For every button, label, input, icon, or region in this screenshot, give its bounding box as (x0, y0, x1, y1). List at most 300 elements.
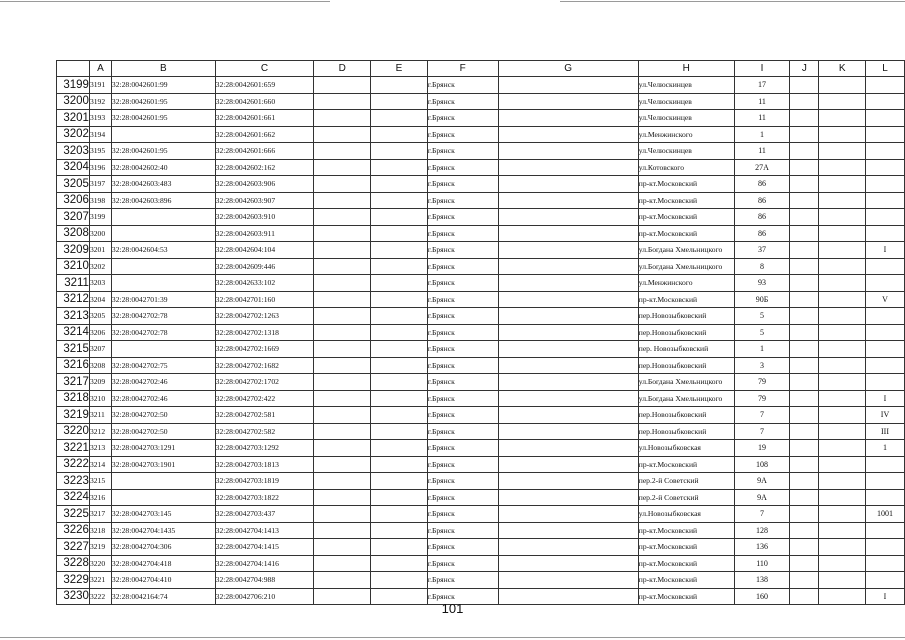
cell-k[interactable] (819, 291, 866, 308)
cell-j[interactable] (790, 77, 819, 94)
row-number[interactable]: 3223 (57, 473, 90, 490)
cell-g[interactable] (498, 555, 638, 572)
cell-c[interactable]: 32:28:0042603:911 (215, 225, 314, 242)
cell-h[interactable]: пер.2-й Советский (638, 473, 734, 490)
cell-k[interactable] (819, 555, 866, 572)
row-number[interactable]: 3230 (57, 588, 90, 605)
cell-k[interactable] (819, 159, 866, 176)
cell-l[interactable] (866, 77, 905, 94)
row-number[interactable]: 3219 (57, 407, 90, 424)
cell-f[interactable]: г.Брянск (427, 473, 498, 490)
cell-i[interactable]: 90Б (734, 291, 790, 308)
cell-c[interactable]: 32:28:0042706:210 (215, 588, 314, 605)
cell-f[interactable]: г.Брянск (427, 275, 498, 292)
cell-k[interactable] (819, 110, 866, 127)
cell-f[interactable]: г.Брянск (427, 407, 498, 424)
cell-h[interactable]: ул.Менжинского (638, 126, 734, 143)
row-number[interactable]: 3218 (57, 390, 90, 407)
cell-l[interactable] (866, 374, 905, 391)
cell-b[interactable]: 32:28:0042702:50 (111, 423, 215, 440)
cell-g[interactable] (498, 209, 638, 226)
cell-i[interactable]: 3 (734, 357, 790, 374)
cell-b[interactable]: 32:28:0042601:99 (111, 77, 215, 94)
cell-f[interactable]: г.Брянск (427, 110, 498, 127)
cell-e[interactable] (371, 159, 428, 176)
cell-k[interactable] (819, 506, 866, 523)
cell-d[interactable] (314, 423, 371, 440)
cell-b[interactable] (111, 126, 215, 143)
cell-b[interactable]: 32:28:0042604:53 (111, 242, 215, 259)
cell-g[interactable] (498, 374, 638, 391)
cell-d[interactable] (314, 555, 371, 572)
cell-l[interactable] (866, 539, 905, 556)
cell-i[interactable]: 79 (734, 390, 790, 407)
cell-d[interactable] (314, 291, 371, 308)
cell-c[interactable]: 32:28:0042601:666 (215, 143, 314, 160)
cell-k[interactable] (819, 456, 866, 473)
cell-g[interactable] (498, 423, 638, 440)
cell-b[interactable] (111, 489, 215, 506)
cell-a[interactable]: 3205 (89, 308, 111, 325)
cell-g[interactable] (498, 110, 638, 127)
cell-j[interactable] (790, 143, 819, 160)
cell-a[interactable]: 3214 (89, 456, 111, 473)
cell-d[interactable] (314, 539, 371, 556)
cell-g[interactable] (498, 93, 638, 110)
cell-j[interactable] (790, 110, 819, 127)
cell-d[interactable] (314, 242, 371, 259)
cell-j[interactable] (790, 291, 819, 308)
cell-j[interactable] (790, 440, 819, 457)
column-header-a[interactable]: A (89, 61, 111, 77)
cell-j[interactable] (790, 225, 819, 242)
cell-b[interactable]: 32:28:0042702:50 (111, 407, 215, 424)
cell-h[interactable]: пр-кт.Московский (638, 539, 734, 556)
cell-i[interactable]: 37 (734, 242, 790, 259)
cell-d[interactable] (314, 390, 371, 407)
cell-e[interactable] (371, 242, 428, 259)
cell-a[interactable]: 3217 (89, 506, 111, 523)
cell-a[interactable]: 3211 (89, 407, 111, 424)
cell-e[interactable] (371, 456, 428, 473)
cell-d[interactable] (314, 192, 371, 209)
cell-g[interactable] (498, 77, 638, 94)
cell-e[interactable] (371, 126, 428, 143)
row-number[interactable]: 3221 (57, 440, 90, 457)
cell-a[interactable]: 3192 (89, 93, 111, 110)
cell-c[interactable]: 32:28:0042704:1416 (215, 555, 314, 572)
cell-a[interactable]: 3202 (89, 258, 111, 275)
cell-l[interactable] (866, 572, 905, 589)
cell-f[interactable]: г.Брянск (427, 555, 498, 572)
cell-f[interactable]: г.Брянск (427, 93, 498, 110)
cell-a[interactable]: 3199 (89, 209, 111, 226)
cell-h[interactable]: пер.Новозыбковский (638, 407, 734, 424)
cell-h[interactable]: пр-кт.Московский (638, 291, 734, 308)
cell-g[interactable] (498, 324, 638, 341)
cell-c[interactable]: 32:28:0042601:662 (215, 126, 314, 143)
cell-l[interactable] (866, 159, 905, 176)
cell-i[interactable]: 1 (734, 126, 790, 143)
cell-i[interactable]: 160 (734, 588, 790, 605)
cell-h[interactable]: пер.2-й Советский (638, 489, 734, 506)
cell-i[interactable]: 93 (734, 275, 790, 292)
cell-k[interactable] (819, 407, 866, 424)
cell-j[interactable] (790, 93, 819, 110)
cell-h[interactable]: ул.Богдана Хмельницкого (638, 258, 734, 275)
cell-j[interactable] (790, 489, 819, 506)
cell-i[interactable]: 79 (734, 374, 790, 391)
cell-e[interactable] (371, 143, 428, 160)
cell-g[interactable] (498, 440, 638, 457)
cell-l[interactable] (866, 275, 905, 292)
cell-b[interactable]: 32:28:0042602:40 (111, 159, 215, 176)
cell-c[interactable]: 32:28:0042703:1822 (215, 489, 314, 506)
cell-j[interactable] (790, 341, 819, 358)
cell-f[interactable]: г.Брянск (427, 572, 498, 589)
cell-f[interactable]: г.Брянск (427, 126, 498, 143)
cell-l[interactable] (866, 225, 905, 242)
cell-l[interactable] (866, 209, 905, 226)
cell-e[interactable] (371, 374, 428, 391)
cell-b[interactable]: 32:28:0042601:95 (111, 110, 215, 127)
cell-f[interactable]: г.Брянск (427, 456, 498, 473)
cell-l[interactable]: I (866, 242, 905, 259)
cell-i[interactable]: 86 (734, 192, 790, 209)
cell-g[interactable] (498, 357, 638, 374)
cell-h[interactable]: ул.Челюскинцев (638, 110, 734, 127)
cell-d[interactable] (314, 275, 371, 292)
cell-e[interactable] (371, 308, 428, 325)
cell-h[interactable]: ул.Котовского (638, 159, 734, 176)
cell-i[interactable]: 86 (734, 209, 790, 226)
cell-e[interactable] (371, 539, 428, 556)
cell-h[interactable]: пр-кт.Московский (638, 588, 734, 605)
cell-j[interactable] (790, 209, 819, 226)
cell-b[interactable]: 32:28:0042704:1435 (111, 522, 215, 539)
cell-a[interactable]: 3207 (89, 341, 111, 358)
cell-g[interactable] (498, 242, 638, 259)
cell-c[interactable]: 32:28:0042604:104 (215, 242, 314, 259)
cell-c[interactable]: 32:28:0042701:160 (215, 291, 314, 308)
cell-k[interactable] (819, 242, 866, 259)
cell-l[interactable] (866, 192, 905, 209)
row-number[interactable]: 3212 (57, 291, 90, 308)
cell-d[interactable] (314, 143, 371, 160)
cell-d[interactable] (314, 225, 371, 242)
cell-b[interactable]: 32:28:0042704:418 (111, 555, 215, 572)
cell-i[interactable]: 8 (734, 258, 790, 275)
cell-f[interactable]: г.Брянск (427, 390, 498, 407)
cell-c[interactable]: 32:28:0042704:1415 (215, 539, 314, 556)
cell-h[interactable]: пр-кт.Московский (638, 522, 734, 539)
row-number[interactable]: 3209 (57, 242, 90, 259)
cell-a[interactable]: 3218 (89, 522, 111, 539)
cell-b[interactable]: 32:28:0042702:75 (111, 357, 215, 374)
row-number[interactable]: 3207 (57, 209, 90, 226)
cell-c[interactable]: 32:28:0042702:1263 (215, 308, 314, 325)
cell-e[interactable] (371, 77, 428, 94)
cell-b[interactable] (111, 275, 215, 292)
cell-k[interactable] (819, 209, 866, 226)
cell-d[interactable] (314, 489, 371, 506)
cell-a[interactable]: 3196 (89, 159, 111, 176)
cell-a[interactable]: 3209 (89, 374, 111, 391)
cell-b[interactable]: 32:28:0042701:39 (111, 291, 215, 308)
cell-i[interactable]: 110 (734, 555, 790, 572)
column-header-k[interactable]: K (819, 61, 866, 77)
cell-f[interactable]: г.Брянск (427, 291, 498, 308)
cell-h[interactable]: ул.Менжинского (638, 275, 734, 292)
row-number[interactable]: 3210 (57, 258, 90, 275)
cell-d[interactable] (314, 374, 371, 391)
cell-c[interactable]: 32:28:0042702:1702 (215, 374, 314, 391)
cell-d[interactable] (314, 209, 371, 226)
cell-b[interactable]: 32:28:0042703:1291 (111, 440, 215, 457)
cell-k[interactable] (819, 258, 866, 275)
cell-g[interactable] (498, 341, 638, 358)
row-number[interactable]: 3214 (57, 324, 90, 341)
cell-c[interactable]: 32:28:0042702:581 (215, 407, 314, 424)
cell-f[interactable]: г.Брянск (427, 143, 498, 160)
cell-c[interactable]: 32:28:0042702:1669 (215, 341, 314, 358)
cell-d[interactable] (314, 110, 371, 127)
cell-l[interactable] (866, 258, 905, 275)
cell-l[interactable] (866, 555, 905, 572)
cell-f[interactable]: г.Брянск (427, 258, 498, 275)
cell-b[interactable] (111, 341, 215, 358)
cell-e[interactable] (371, 423, 428, 440)
cell-j[interactable] (790, 423, 819, 440)
cell-j[interactable] (790, 357, 819, 374)
cell-e[interactable] (371, 407, 428, 424)
cell-c[interactable]: 32:28:0042601:659 (215, 77, 314, 94)
cell-c[interactable]: 32:28:0042704:1413 (215, 522, 314, 539)
cell-a[interactable]: 3210 (89, 390, 111, 407)
cell-g[interactable] (498, 539, 638, 556)
cell-a[interactable]: 3193 (89, 110, 111, 127)
cell-l[interactable] (866, 93, 905, 110)
cell-h[interactable]: ул.Богдана Хмельницкого (638, 390, 734, 407)
cell-l[interactable]: I (866, 390, 905, 407)
cell-d[interactable] (314, 572, 371, 589)
cell-b[interactable]: 32:28:0042603:483 (111, 176, 215, 193)
cell-l[interactable] (866, 341, 905, 358)
column-header-h[interactable]: H (638, 61, 734, 77)
cell-k[interactable] (819, 473, 866, 490)
cell-e[interactable] (371, 473, 428, 490)
cell-f[interactable]: г.Брянск (427, 308, 498, 325)
cell-c[interactable]: 32:28:0042702:1682 (215, 357, 314, 374)
cell-l[interactable]: IV (866, 407, 905, 424)
row-number[interactable]: 3213 (57, 308, 90, 325)
cell-l[interactable]: 1001 (866, 506, 905, 523)
cell-i[interactable]: 128 (734, 522, 790, 539)
cell-h[interactable]: ул.Челюскинцев (638, 143, 734, 160)
cell-d[interactable] (314, 456, 371, 473)
cell-l[interactable] (866, 176, 905, 193)
cell-j[interactable] (790, 176, 819, 193)
cell-j[interactable] (790, 539, 819, 556)
cell-e[interactable] (371, 176, 428, 193)
cell-f[interactable]: г.Брянск (427, 209, 498, 226)
cell-l[interactable] (866, 110, 905, 127)
cell-l[interactable] (866, 308, 905, 325)
cell-k[interactable] (819, 423, 866, 440)
cell-b[interactable]: 32:28:0042703:1901 (111, 456, 215, 473)
row-number[interactable]: 3202 (57, 126, 90, 143)
cell-l[interactable] (866, 126, 905, 143)
cell-j[interactable] (790, 506, 819, 523)
cell-i[interactable]: 136 (734, 539, 790, 556)
cell-c[interactable]: 32:28:0042703:437 (215, 506, 314, 523)
cell-i[interactable]: 5 (734, 308, 790, 325)
cell-k[interactable] (819, 522, 866, 539)
cell-f[interactable]: г.Брянск (427, 539, 498, 556)
cell-b[interactable]: 32:28:0042601:95 (111, 93, 215, 110)
cell-l[interactable]: III (866, 423, 905, 440)
cell-i[interactable]: 1 (734, 341, 790, 358)
cell-d[interactable] (314, 522, 371, 539)
cell-a[interactable]: 3222 (89, 588, 111, 605)
cell-h[interactable]: ул.Челюскинцев (638, 93, 734, 110)
cell-l[interactable] (866, 324, 905, 341)
cell-g[interactable] (498, 308, 638, 325)
row-number[interactable]: 3206 (57, 192, 90, 209)
cell-l[interactable]: I (866, 588, 905, 605)
column-header-c[interactable]: C (215, 61, 314, 77)
cell-f[interactable]: г.Брянск (427, 324, 498, 341)
cell-d[interactable] (314, 77, 371, 94)
row-number[interactable]: 3220 (57, 423, 90, 440)
cell-i[interactable]: 138 (734, 572, 790, 589)
cell-a[interactable]: 3221 (89, 572, 111, 589)
cell-b[interactable]: 32:28:0042702:78 (111, 324, 215, 341)
cell-c[interactable]: 32:28:0042702:582 (215, 423, 314, 440)
cell-c[interactable]: 32:28:0042702:1318 (215, 324, 314, 341)
cell-l[interactable] (866, 522, 905, 539)
cell-g[interactable] (498, 258, 638, 275)
cell-a[interactable]: 3198 (89, 192, 111, 209)
cell-h[interactable]: пер.Новозыбковский (638, 357, 734, 374)
cell-b[interactable]: 32:28:0042702:78 (111, 308, 215, 325)
cell-g[interactable] (498, 126, 638, 143)
cell-b[interactable] (111, 209, 215, 226)
cell-c[interactable]: 32:28:0042603:906 (215, 176, 314, 193)
cell-a[interactable]: 3216 (89, 489, 111, 506)
cell-d[interactable] (314, 473, 371, 490)
row-number[interactable]: 3227 (57, 539, 90, 556)
cell-j[interactable] (790, 126, 819, 143)
cell-h[interactable]: пр-кт.Московский (638, 176, 734, 193)
cell-c[interactable]: 32:28:0042633:102 (215, 275, 314, 292)
cell-j[interactable] (790, 159, 819, 176)
cell-k[interactable] (819, 324, 866, 341)
cell-b[interactable] (111, 258, 215, 275)
cell-g[interactable] (498, 407, 638, 424)
row-number[interactable]: 3217 (57, 374, 90, 391)
column-header-e[interactable]: E (371, 61, 428, 77)
row-number[interactable]: 3215 (57, 341, 90, 358)
cell-h[interactable]: пр-кт.Московский (638, 192, 734, 209)
cell-a[interactable]: 3220 (89, 555, 111, 572)
cell-d[interactable] (314, 93, 371, 110)
cell-b[interactable]: 32:28:0042702:46 (111, 390, 215, 407)
cell-b[interactable]: 32:28:0042164:74 (111, 588, 215, 605)
row-number[interactable]: 3200 (57, 93, 90, 110)
cell-l[interactable] (866, 357, 905, 374)
cell-l[interactable]: 1 (866, 440, 905, 457)
cell-f[interactable]: г.Брянск (427, 440, 498, 457)
cell-k[interactable] (819, 225, 866, 242)
row-number[interactable]: 3226 (57, 522, 90, 539)
cell-k[interactable] (819, 357, 866, 374)
cell-j[interactable] (790, 555, 819, 572)
row-number[interactable]: 3228 (57, 555, 90, 572)
cell-h[interactable]: пер.Новозыбковский (638, 324, 734, 341)
cell-h[interactable]: пер. Новозыбковский (638, 341, 734, 358)
cell-c[interactable]: 32:28:0042602:162 (215, 159, 314, 176)
cell-e[interactable] (371, 341, 428, 358)
row-number[interactable]: 3229 (57, 572, 90, 589)
row-number[interactable]: 3199 (57, 77, 90, 94)
cell-j[interactable] (790, 390, 819, 407)
cell-h[interactable]: пр-кт.Московский (638, 209, 734, 226)
cell-f[interactable]: г.Брянск (427, 242, 498, 259)
column-header-d[interactable]: D (314, 61, 371, 77)
row-number[interactable]: 3216 (57, 357, 90, 374)
cell-c[interactable]: 32:28:0042603:910 (215, 209, 314, 226)
corner-cell[interactable] (57, 61, 90, 77)
cell-e[interactable] (371, 324, 428, 341)
cell-c[interactable]: 32:28:0042702:422 (215, 390, 314, 407)
cell-f[interactable]: г.Брянск (427, 77, 498, 94)
cell-f[interactable]: г.Брянск (427, 176, 498, 193)
cell-k[interactable] (819, 126, 866, 143)
cell-h[interactable]: пр-кт.Московский (638, 225, 734, 242)
cell-g[interactable] (498, 176, 638, 193)
cell-i[interactable]: 27А (734, 159, 790, 176)
cell-a[interactable]: 3206 (89, 324, 111, 341)
cell-b[interactable]: 32:28:0042601:95 (111, 143, 215, 160)
cell-j[interactable] (790, 308, 819, 325)
cell-b[interactable] (111, 473, 215, 490)
cell-d[interactable] (314, 176, 371, 193)
cell-l[interactable] (866, 456, 905, 473)
cell-i[interactable]: 7 (734, 407, 790, 424)
cell-e[interactable] (371, 110, 428, 127)
cell-f[interactable]: г.Брянск (427, 374, 498, 391)
cell-j[interactable] (790, 324, 819, 341)
cell-e[interactable] (371, 555, 428, 572)
cell-h[interactable]: пр-кт.Московский (638, 572, 734, 589)
cell-j[interactable] (790, 258, 819, 275)
cell-e[interactable] (371, 357, 428, 374)
cell-k[interactable] (819, 143, 866, 160)
column-header-j[interactable]: J (790, 61, 819, 77)
cell-k[interactable] (819, 93, 866, 110)
row-number[interactable]: 3201 (57, 110, 90, 127)
cell-e[interactable] (371, 258, 428, 275)
cell-i[interactable]: 9А (734, 473, 790, 490)
cell-i[interactable]: 5 (734, 324, 790, 341)
cell-f[interactable]: г.Брянск (427, 225, 498, 242)
cell-l[interactable]: V (866, 291, 905, 308)
cell-e[interactable] (371, 209, 428, 226)
cell-i[interactable]: 11 (734, 93, 790, 110)
row-number[interactable]: 3225 (57, 506, 90, 523)
cell-f[interactable]: г.Брянск (427, 423, 498, 440)
